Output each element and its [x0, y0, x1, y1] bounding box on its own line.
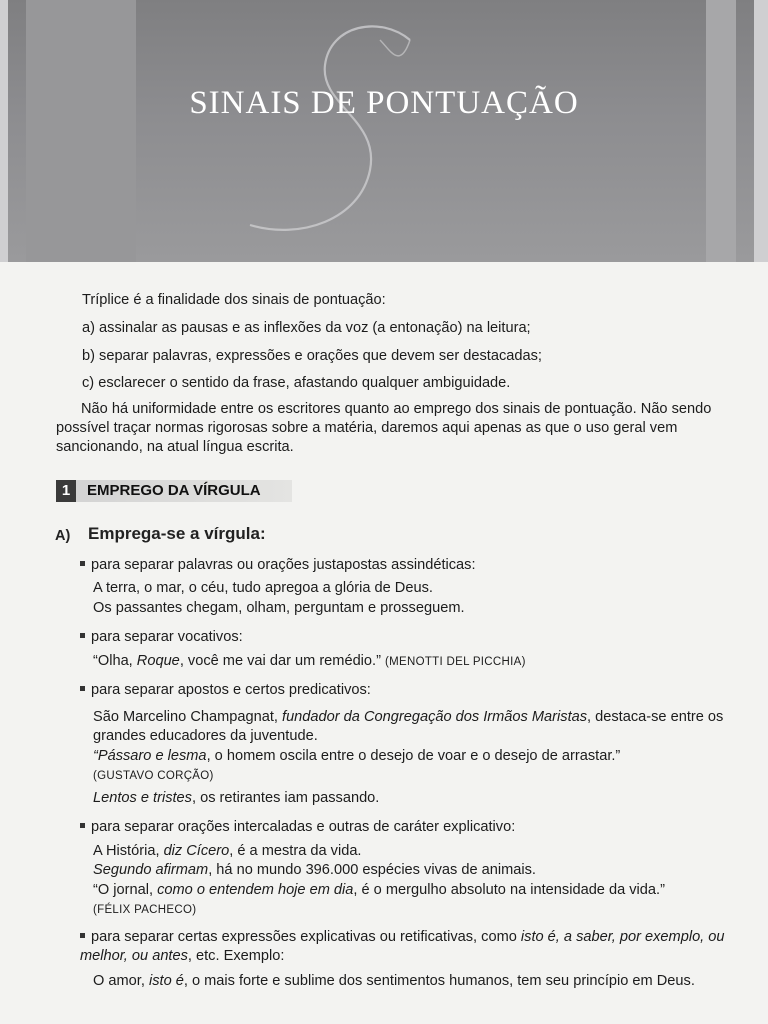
rule-item	[80, 818, 515, 837]
example-line	[93, 789, 379, 808]
intro-paragraph: Não há uniformidade entre os escritores quanto ao emprego dos sinais de pontuação. Não sendo possível traçar normas rigorosas sobre a matéria, daremos aqui apenas as que o uso geral vem sancionando, na atual língua escrita.	[56, 401, 712, 455]
rule-text: para separar apostos e certos predicativos:	[91, 682, 371, 698]
example-italic: isto é	[148, 973, 184, 989]
intro-lead: Tríplice é a finalidade dos sinais de pontuação:	[82, 292, 386, 308]
intro-item-c: c) esclarecer o sentido da frase, afastando qualquer ambiguidade.	[82, 375, 511, 391]
example-line: Os passantes chegam, olham, perguntam e prosseguem.	[93, 600, 465, 616]
example-italic: fundador da Congregação dos Irmãos Maristas	[282, 709, 588, 725]
section-number: 1	[56, 480, 76, 502]
rule-text: para separar certas expressões explicativas ou retificativas, como	[91, 929, 521, 945]
example-text: , é a mestra da vida.	[229, 843, 362, 859]
example-text: “O jornal,	[93, 882, 158, 898]
example-text: , é o mergulho absoluto na intensidade da vida.”	[353, 882, 665, 898]
rule-item	[80, 556, 476, 575]
banner-stripe-left-inner	[26, 0, 136, 262]
decorative-s-letter	[230, 10, 470, 260]
banner-stripe-right	[754, 0, 768, 262]
example-line	[93, 842, 362, 861]
rule-item	[80, 681, 371, 700]
example-text: , os retirantes iam passando.	[191, 790, 380, 806]
example-text: , há no mundo 396.000 espécies vivas de animais.	[208, 862, 536, 878]
example-line	[93, 747, 620, 766]
section-heading	[56, 480, 292, 502]
example-text: , o homem oscila entre o desejo de voar e o desejo de arrastar.”	[206, 748, 621, 764]
example-italic: como o entendem hoje em dia	[157, 882, 354, 898]
example-text: , você me vai dar um remédio.”	[179, 653, 381, 669]
rule-text: para separar palavras ou orações justapostas assindéticas:	[91, 557, 476, 573]
bullet-icon	[80, 633, 85, 638]
example-line: A terra, o mar, o céu, tudo apregoa a glória de Deus.	[93, 580, 433, 596]
rule-text: para separar orações intercaladas e outras de caráter explicativo:	[91, 819, 516, 835]
citation: (MENOTTI DEL PICCHIA)	[385, 656, 526, 668]
bullet-icon	[80, 561, 85, 566]
subsection-title: Emprega-se a vírgula:	[88, 524, 266, 543]
section-title: EMPREGO DA VÍRGULA	[87, 482, 261, 499]
example-italic: diz Cícero	[163, 843, 230, 859]
citation-line	[93, 900, 196, 920]
rule-item	[80, 928, 729, 966]
subsection-letter: A)	[55, 528, 71, 544]
example-line	[93, 972, 695, 991]
example-italic: Lentos e tristes	[93, 790, 192, 806]
intro-item-b: b) separar palavras, expressões e orações que devem ser destacadas;	[82, 348, 542, 364]
rule-text: para separar vocativos:	[91, 629, 243, 645]
banner-stripe-right-inner	[706, 0, 736, 262]
citation-line	[93, 766, 214, 786]
banner-stripe-left	[0, 0, 8, 262]
example-line	[93, 708, 729, 746]
example-line	[93, 652, 526, 672]
rule-italic: isto é, a saber, por exemplo, ou melhor, ou antes	[80, 929, 725, 964]
example-text: O amor,	[93, 973, 149, 989]
example-italic: “Pássaro e lesma	[93, 748, 207, 764]
example-text: São Marcelino Champagnat,	[93, 709, 283, 725]
intro-item-a: a) assinalar as pausas e as inflexões da voz (a entonação) na leitura;	[82, 320, 531, 336]
rule-item	[80, 628, 243, 647]
bullet-icon	[80, 686, 85, 691]
example-italic: Roque	[136, 653, 180, 669]
example-italic: Segundo afirmam	[93, 862, 209, 878]
citation: (GUSTAVO CORÇÃO)	[93, 770, 214, 782]
example-text: A História,	[93, 843, 164, 859]
citation: (FÉLIX PACHECO)	[93, 904, 197, 916]
bullet-icon	[80, 933, 85, 938]
chapter-banner	[0, 0, 768, 262]
bullet-icon	[80, 823, 85, 828]
rule-text: , etc. Exemplo:	[187, 948, 285, 964]
example-line	[93, 881, 665, 900]
example-text: , destaca-se entre os grandes educadores da juventude.	[93, 709, 724, 744]
example-line	[93, 861, 536, 880]
example-text: “Olha,	[93, 653, 137, 669]
example-text: , o mais forte e sublime dos sentimentos humanos, tem seu princípio em Deus.	[183, 973, 695, 989]
chapter-title: SINAIS DE PONTUAÇÃO	[189, 85, 579, 121]
